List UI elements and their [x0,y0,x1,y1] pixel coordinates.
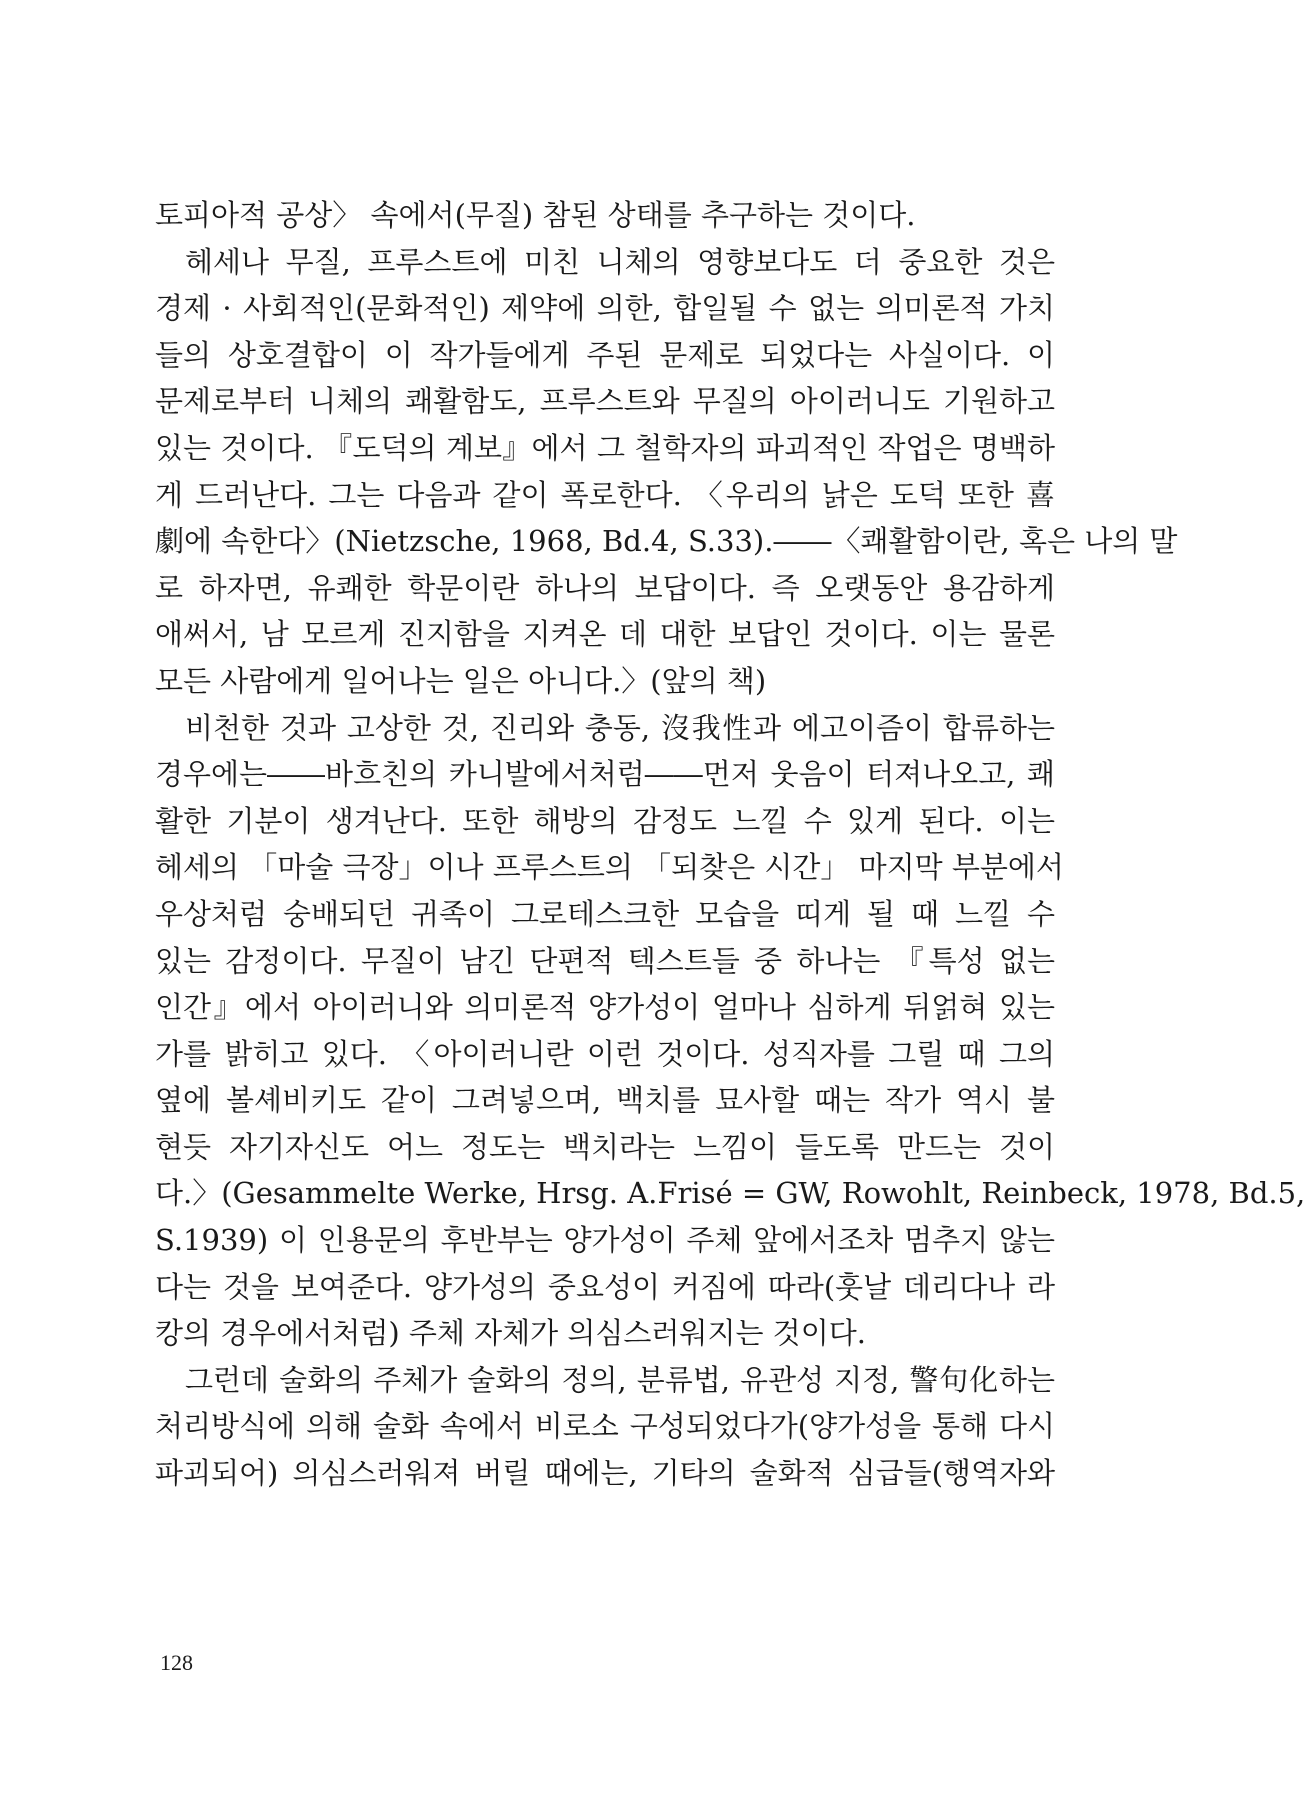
text-line: 다는 것을 보여준다. 양가성의 중요성이 커짐에 따라(훗날 데리다나 라 [155,1269,1055,1304]
text-line: 문제로부터 니체의 쾌활함도, 프루스트와 무질의 아이러니도 기원하고 [155,384,1055,419]
text-line: 로 하자면, 유쾌한 학문이란 하나의 보답이다. 즉 오랫동안 용감하게 [155,570,1055,605]
text-line: 옆에 볼셰비키도 같이 그려넣으며, 백치를 묘사할 때는 작가 역시 불 [155,1083,1055,1118]
text-line: 토피아적 공상〉 속에서(무질) 참된 상태를 추구하는 것이다. [155,198,916,232]
text-line: 활한 기분이 생겨난다. 또한 해방의 감정도 느낄 수 있게 된다. 이는 [155,803,1055,838]
page-number: 128 [160,1650,193,1675]
text-line: 현듯 자기자신도 어느 정도는 백치라는 느낌이 들도록 만드는 것이 [155,1129,1055,1164]
text-line: 헤세나 무질, 프루스트에 미친 니체의 영향보다도 더 중요한 것은 [185,244,1055,279]
body-text [155,192,1305,1497]
text-line: 경우에는――바흐친의 카니발에서처럼――먼저 웃음이 터져나오고, 쾌 [155,757,1055,792]
text-line: 헤세의 「마술 극장」이나 프루스트의 「되찾은 시간」 마지막 부분에서 [155,850,1064,885]
text-line: 그런데 술화의 주체가 술화의 정의, 분류법, 유관성 지정, 警句化하는 [185,1362,1055,1397]
text-line: 비천한 것과 고상한 것, 진리와 충동, 沒我性과 에고이즘이 합류하는 [185,710,1055,745]
text-line: 모든 사람에게 일어나는 일은 아니다.〉(앞의 책) [155,663,767,698]
text-line: 애써서, 남 모르게 진지함을 지켜온 데 대한 보답인 것이다. 이는 물론 [155,617,1055,652]
text-line: 처리방식에 의해 술화 속에서 비로소 구성되었다가(양가성을 통해 다시 [155,1409,1055,1444]
text-line: 다.〉(Gesammelte Werke, Hrsg. A.Frisé = GW, Rowohlt, Reinbeck, 1978, Bd.5, [155,1176,1305,1211]
text-line: 경제 · 사회적인(문화적인) 제약에 의한, 합일될 수 없는 의미론적 가치 [155,291,1055,326]
text-line: 劇에 속한다〉(Nietzsche, 1968, Bd.4, S.33).――〈쾌활함이란, 혹은 나의 말 [155,524,1178,559]
text-line: 게 드러난다. 그는 다음과 같이 폭로한다. 〈우리의 낡은 도덕 또한 喜 [155,477,1055,512]
text-line: 있는 감정이다. 무질이 남긴 단편적 텍스트들 중 하나는 『특성 없는 [155,943,1055,978]
text-line: 파괴되어) 의심스러워져 버릴 때에는, 기타의 술화적 심급들(행역자와 [155,1456,1055,1491]
text-line: 있는 것이다. 『도덕의 계보』에서 그 철학자의 파괴적인 작업은 명백하 [155,430,1055,465]
text-line: 가를 밝히고 있다. 〈아이러니란 이런 것이다. 성직자를 그릴 때 그의 [155,1036,1055,1071]
text-line: 인간』에서 아이러니와 의미론적 양가성이 얼마나 심하게 뒤얽혀 있는 [155,990,1055,1025]
text-line: 들의 상호결합이 이 작가들에게 주된 문제로 되었다는 사실이다. 이 [155,337,1055,372]
text-line: 캉의 경우에서처럼) 주체 자체가 의심스러워지는 것이다. [155,1316,866,1351]
text-line: 우상처럼 숭배되던 귀족이 그로테스크한 모습을 띠게 될 때 느낄 수 [155,896,1055,931]
text-line: S.1939) 이 인용문의 후반부는 양가성이 주체 앞에서조차 멈추지 않는 [155,1223,1055,1258]
